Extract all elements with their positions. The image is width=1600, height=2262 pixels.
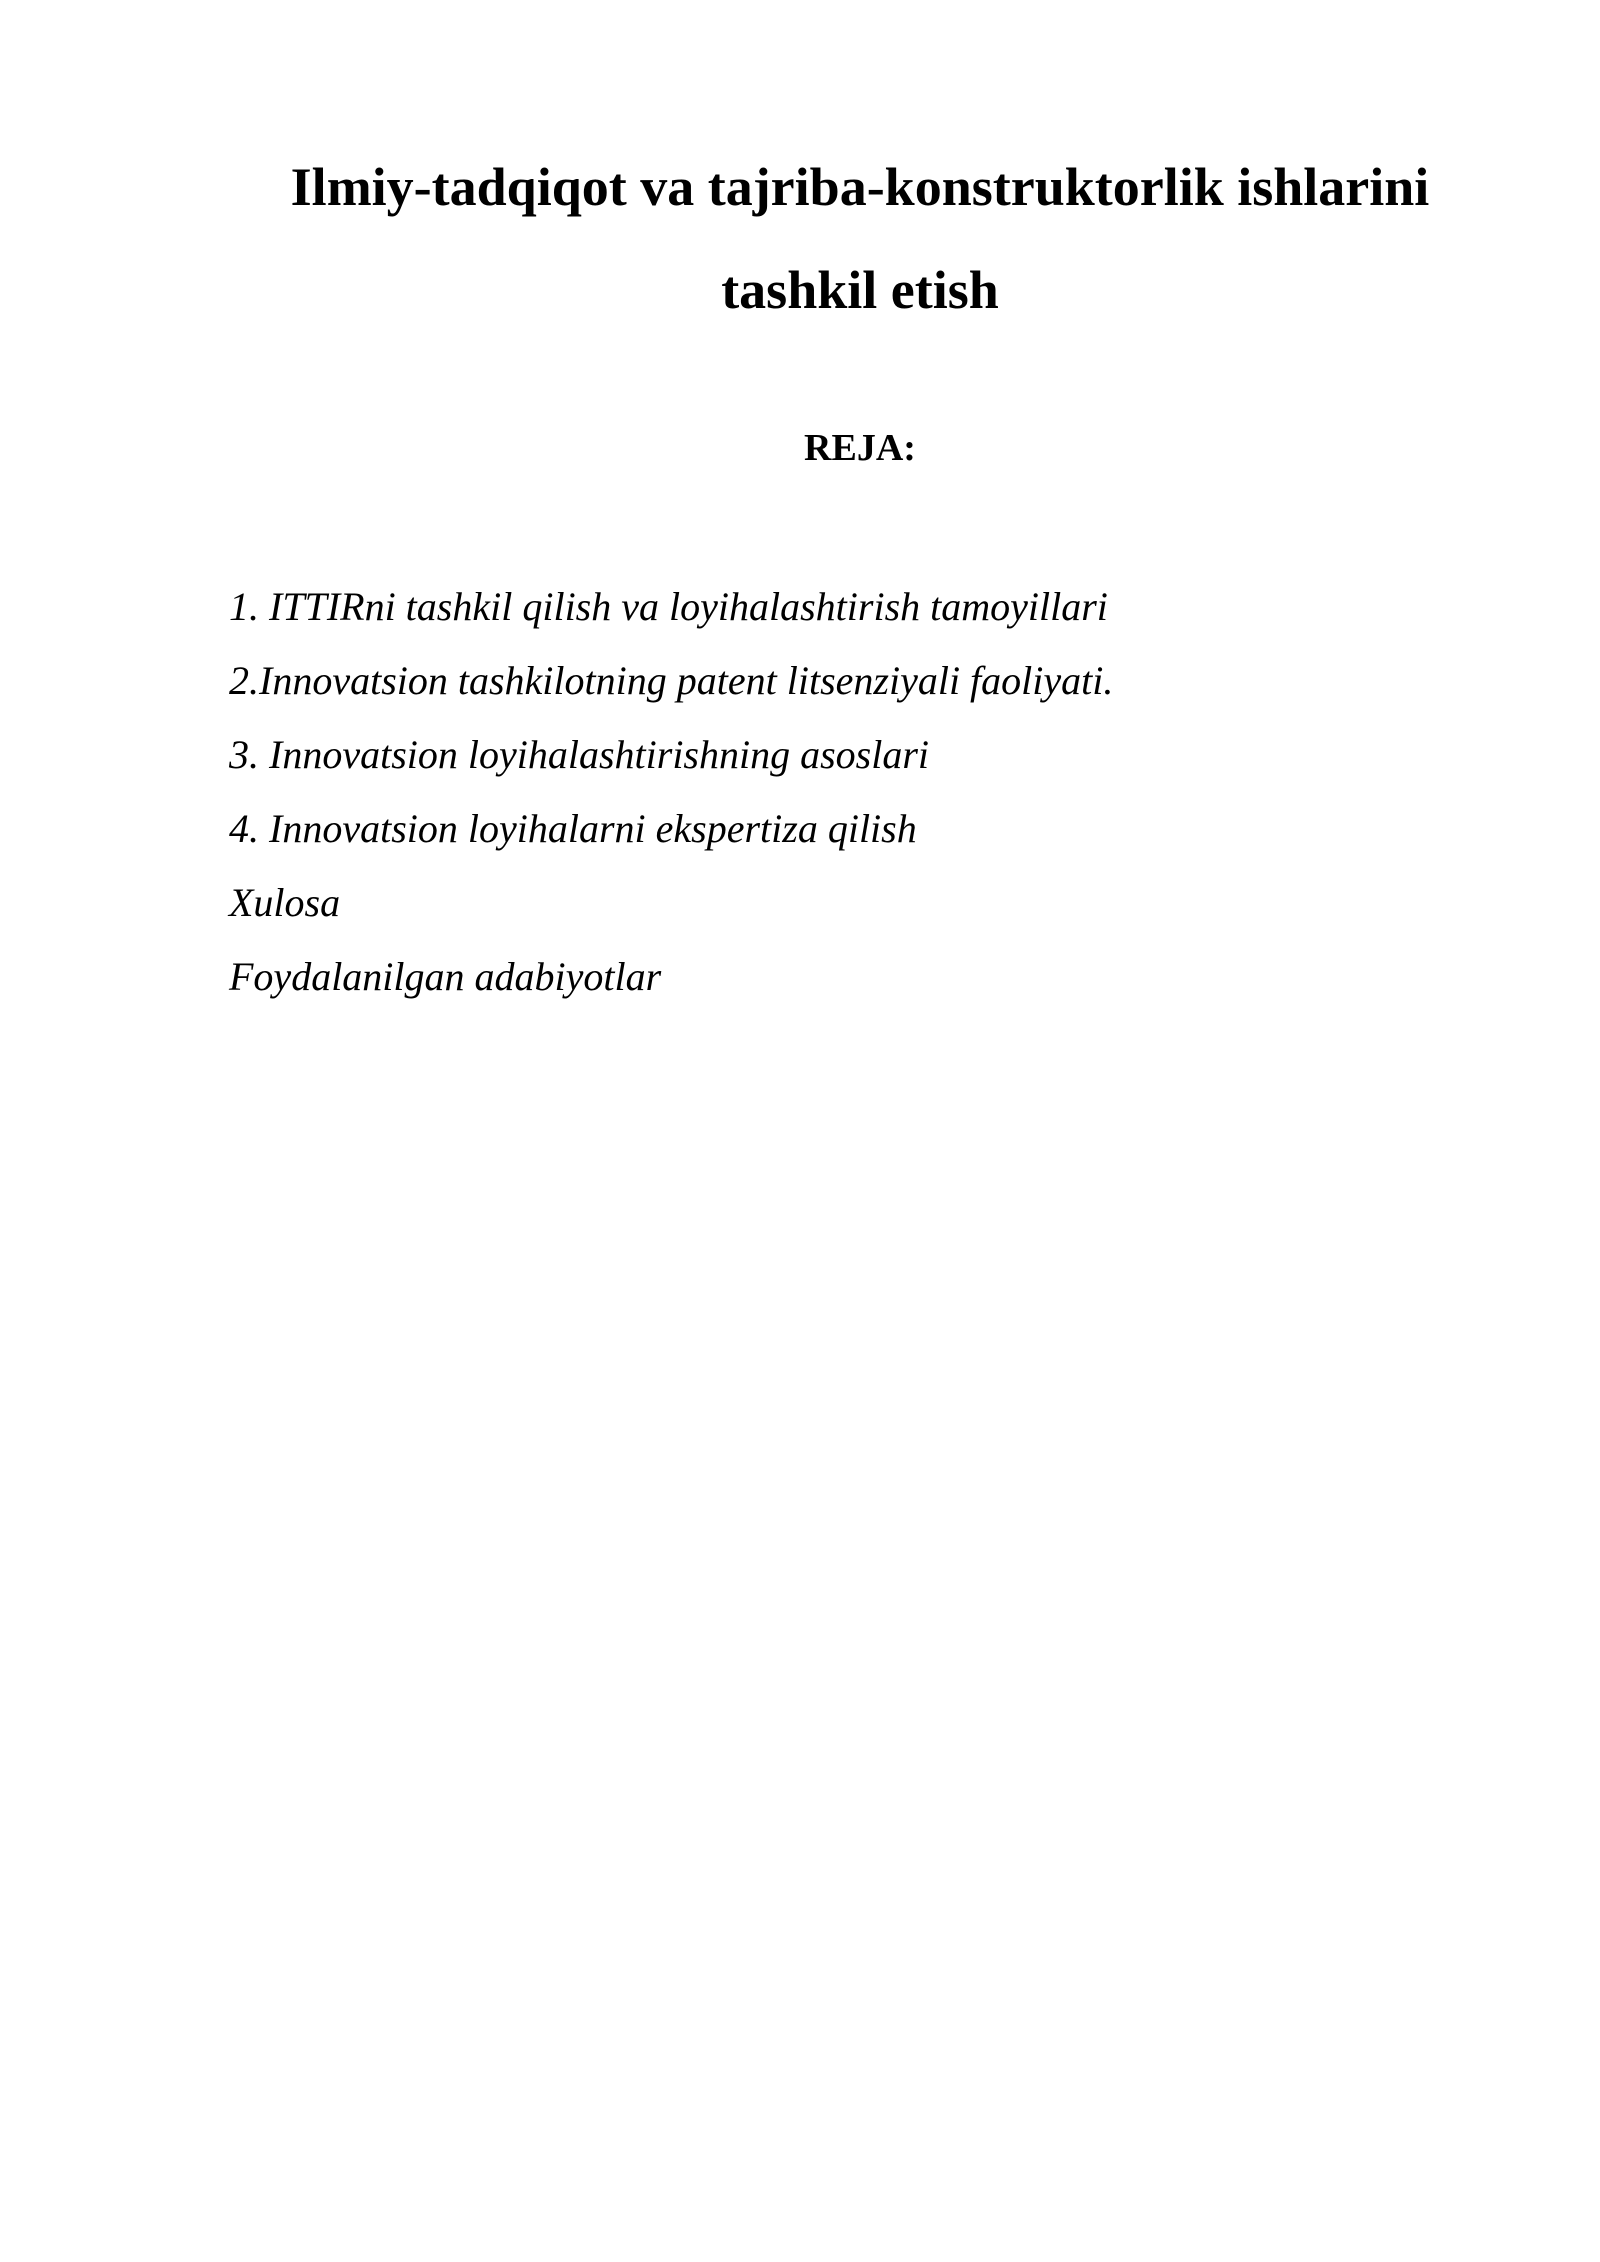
- plan-heading: REJA:: [804, 427, 916, 469]
- page-title-line-2: tashkil etish: [721, 260, 999, 320]
- plan-item-1: 1. ITTIRni tashkil qilish va loyihalashtirish tamoyillari: [229, 584, 1108, 629]
- page-title-line-1: Ilmiy-tadqiqot va tajriba-konstruktorlik ishlarini: [290, 157, 1430, 217]
- plan-item-4: 4. Innovatsion loyihalarni ekspertiza qilish: [229, 806, 917, 851]
- plan-item-conclusion: Xulosa: [229, 880, 341, 925]
- plan-item-3: 3. Innovatsion loyihalashtirishning asoslari: [229, 732, 930, 777]
- plan-item-references: Foydalanilgan adabiyotlar: [229, 954, 662, 999]
- plan-list: [229, 570, 1113, 1014]
- plan-item-2: 2.Innovatsion tashkilotning patent litsenziyali faoliyati.: [229, 658, 1114, 703]
